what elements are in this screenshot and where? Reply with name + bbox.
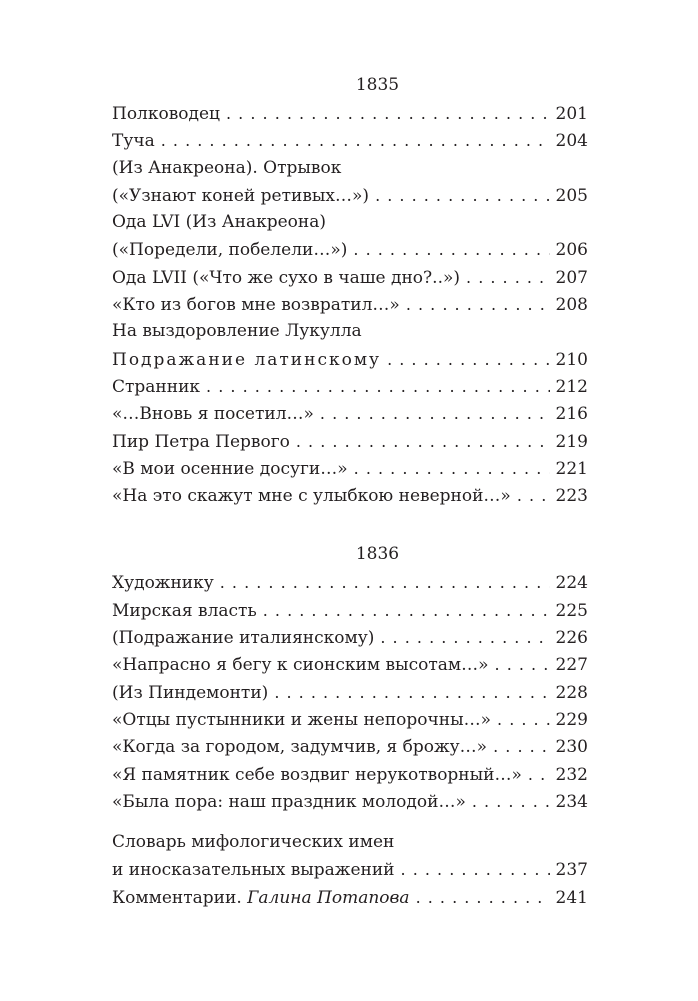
page-number: 208 <box>555 295 588 316</box>
entry-title-continued: («Узнают коней ретивых…») <box>112 185 370 206</box>
entry-author: Галина Потапова <box>247 887 410 908</box>
leader-dots <box>220 569 550 596</box>
page-number: 210 <box>555 349 588 370</box>
entry-title: На выздоровление Лукулла <box>112 321 362 342</box>
table-of-contents <box>112 70 588 911</box>
entry-title: Словарь мифологических имен <box>112 832 395 853</box>
leader-dots <box>375 182 549 209</box>
page-number: 216 <box>555 404 588 425</box>
leader-dots <box>387 346 549 373</box>
entry-title-continued: Подражание латинскому <box>112 349 382 370</box>
entry-title: «…Вновь я посетил…» <box>112 404 314 425</box>
entry-title: «Я памятник себе воздвиг нерукотворный…» <box>112 764 522 785</box>
toc-entry <box>112 400 588 427</box>
entry-title: Странник <box>112 376 201 397</box>
entry-title: (Из Анакреона). Отрывок <box>112 157 342 178</box>
leader-dots <box>320 400 550 427</box>
entry-title-text: Комментарии. <box>112 887 242 908</box>
toc-entry <box>112 569 588 596</box>
toc-entry <box>112 651 588 678</box>
entry-title: «Отцы пустынники и жены непорочны…» <box>112 709 492 730</box>
page-number: 225 <box>555 600 588 621</box>
page-number: 229 <box>555 709 588 730</box>
page-number: 207 <box>555 267 588 288</box>
toc-entry <box>112 428 588 455</box>
page-number: 204 <box>555 131 588 152</box>
toc-entry <box>112 318 588 373</box>
page-number: 219 <box>555 431 588 452</box>
leader-dots <box>263 597 550 624</box>
leader-dots <box>416 884 550 911</box>
page-number: 230 <box>555 737 588 758</box>
entry-title: Пир Петра Первого <box>112 431 290 452</box>
leader-dots <box>466 264 550 291</box>
leader-dots <box>495 651 550 678</box>
page-number: 206 <box>555 240 588 261</box>
toc-entry <box>112 761 588 788</box>
entry-title: Ода LVII («Что же сухо в чаше дно?..») <box>112 267 461 288</box>
leader-dots <box>354 455 550 482</box>
leader-dots <box>472 788 550 815</box>
section-year: 1835 <box>355 75 400 95</box>
entry-title: «Напрасно я бегу к сионским высотам…» <box>112 655 489 676</box>
leader-dots <box>274 679 549 706</box>
entry-title: Полководец <box>112 104 220 124</box>
toc-entry <box>112 455 588 482</box>
leader-dots <box>296 428 550 455</box>
page-number: 205 <box>555 185 588 206</box>
entry-title: «Была пора: наш праздник молодой…» <box>112 791 466 812</box>
leader-dots <box>161 127 550 154</box>
toc-entry <box>112 127 588 154</box>
section-year: 1836 <box>355 544 400 565</box>
entry-title: «Когда за городом, задумчив, я брожу…» <box>112 737 488 758</box>
entry-title: «В мои осенние досуги…» <box>112 458 348 479</box>
toc-entry <box>112 829 588 884</box>
entry-title: «На это скажут мне с улыбкою неверной…» <box>112 486 511 507</box>
page-number: 228 <box>555 682 588 703</box>
entry-title <box>112 885 410 912</box>
toc-entry <box>112 482 588 509</box>
page-number: 221 <box>555 458 588 479</box>
leader-dots <box>226 100 550 127</box>
toc-entry <box>112 373 588 400</box>
toc-entry <box>112 733 588 760</box>
entry-title: Мирская власть <box>112 600 257 621</box>
entry-title: Туча <box>112 131 155 152</box>
toc-entry <box>112 884 588 911</box>
leader-dots <box>380 624 549 651</box>
leader-dots <box>497 706 550 733</box>
leader-dots <box>528 761 550 788</box>
page-number: 237 <box>555 860 588 881</box>
page-number: 201 <box>555 104 588 124</box>
toc-entry <box>112 291 588 318</box>
page-number: 224 <box>555 573 588 594</box>
toc-entry <box>112 209 588 264</box>
page-number: 232 <box>555 764 588 785</box>
toc-entry <box>112 706 588 733</box>
leader-dots <box>401 856 550 883</box>
page-number: 234 <box>555 791 588 812</box>
entry-title: Художнику <box>112 573 214 594</box>
toc-entry <box>112 788 588 815</box>
toc-entry <box>112 100 588 127</box>
leader-dots <box>517 482 550 509</box>
page-number: 227 <box>555 655 588 676</box>
entry-title: «Кто из богов мне возвратил…» <box>112 295 400 316</box>
entry-title: (Из Пиндемонти) <box>112 682 269 703</box>
toc-entry <box>112 624 588 651</box>
toc-entry <box>112 264 588 291</box>
leader-dots <box>493 733 549 760</box>
leader-dots <box>406 291 550 318</box>
entry-title-continued: и иносказательных выражений <box>112 860 395 881</box>
leader-dots <box>353 236 549 263</box>
page-number: 223 <box>555 486 588 507</box>
entry-title: Ода LVI (Из Анакреона) <box>112 212 326 233</box>
toc-entry <box>112 155 588 210</box>
toc-entry <box>112 597 588 624</box>
leader-dots <box>206 373 550 400</box>
entry-title-continued: («Поредели, побелели…») <box>112 240 348 261</box>
toc-entry <box>112 679 588 706</box>
page-number: 212 <box>555 376 588 397</box>
page-number: 226 <box>555 628 588 649</box>
entry-title: (Подражание италиянскому) <box>112 628 375 649</box>
page-number: 241 <box>555 887 588 908</box>
